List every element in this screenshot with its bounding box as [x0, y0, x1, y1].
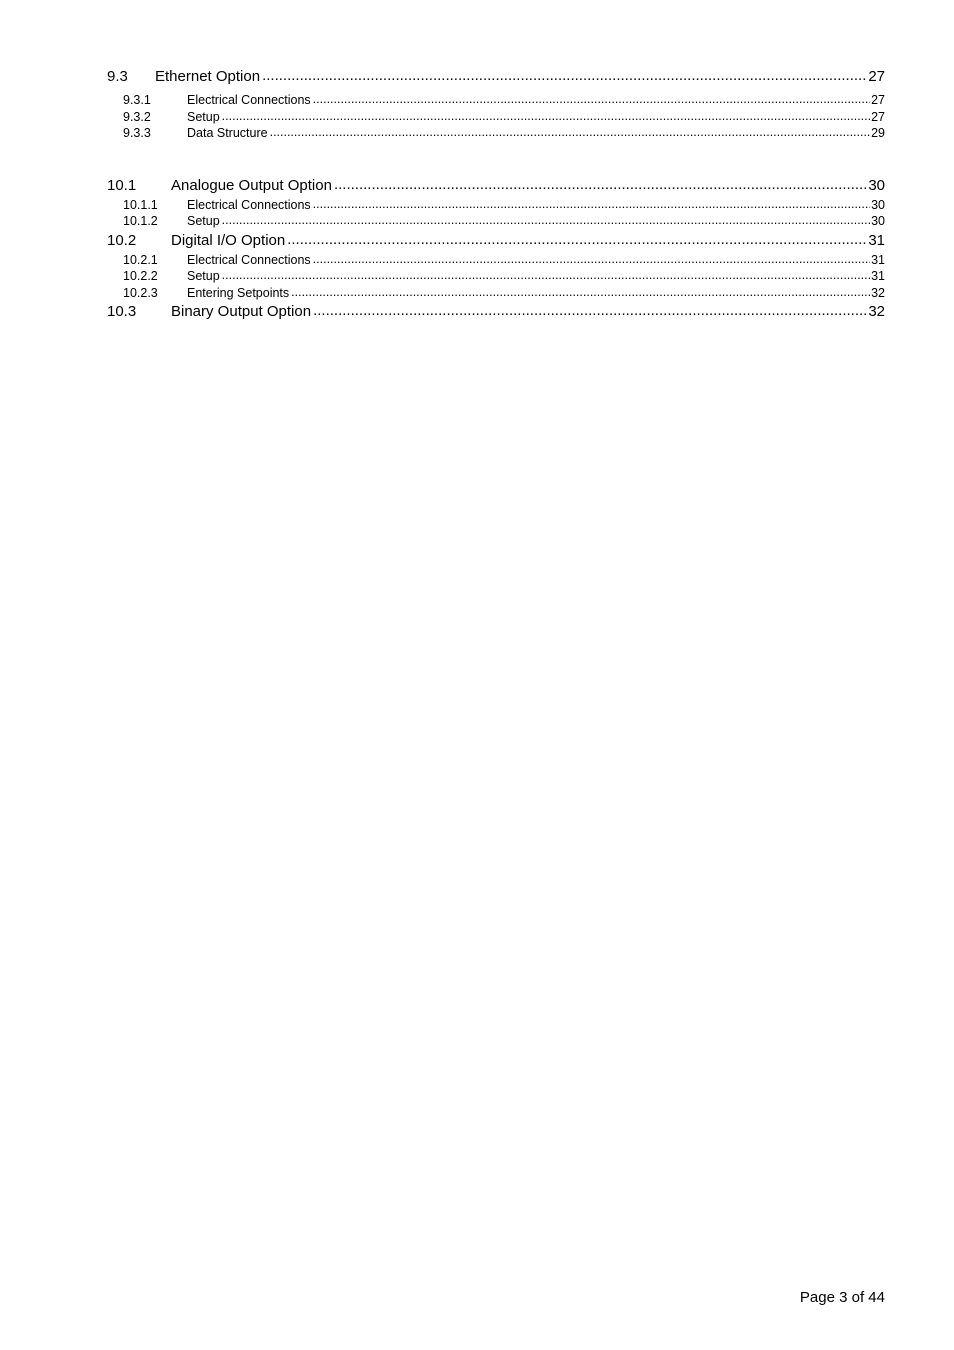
toc-title: Setup: [187, 109, 220, 124]
toc-page-number: 32: [868, 303, 885, 320]
toc-dot-leader: [287, 229, 867, 251]
toc-dot-leader: [222, 108, 870, 125]
toc-title: Electrical Connections: [187, 93, 311, 107]
toc-title: Binary Output Option: [171, 303, 312, 320]
toc-number: 10.1.2: [123, 214, 158, 228]
toc-dot-leader: [313, 91, 870, 108]
toc-entry-10-2[interactable]: [107, 230, 885, 252]
toc-title: Analogue Output Option: [171, 176, 332, 194]
toc-dot-leader: [270, 124, 871, 141]
toc-number: 10.3: [107, 303, 137, 320]
toc-title: Setup: [187, 214, 220, 228]
toc-entry-9-3-3[interactable]: [107, 125, 885, 142]
toc-entry-10-1[interactable]: [107, 175, 885, 197]
toc-page-number: 29: [871, 126, 885, 140]
toc-dot-leader: [334, 174, 867, 196]
toc-title: Ethernet Option: [155, 68, 261, 85]
toc-entry-10-3[interactable]: [107, 301, 885, 323]
toc-title: Electrical Connections: [187, 252, 311, 267]
toc-page-number: 30: [868, 176, 885, 194]
toc-title: Entering Setpoints: [187, 285, 290, 300]
toc-number: 10.2.3: [123, 285, 158, 300]
toc-title: Setup: [187, 269, 220, 283]
toc-title: Digital I/O Option: [171, 231, 286, 249]
toc-number: 9.3.3: [123, 126, 151, 140]
toc-entry-10-2-3[interactable]: [107, 285, 885, 302]
toc-page-number: 30: [871, 197, 885, 212]
toc-number: 10.2.2: [123, 269, 158, 283]
toc-number: 10.1: [107, 176, 137, 194]
toc-entry-10-1-2[interactable]: [107, 213, 885, 230]
toc-dot-leader: [313, 300, 867, 322]
toc-dot-leader: [222, 212, 870, 229]
toc-entry-9-3-2[interactable]: [107, 109, 885, 126]
toc-number: 10.1.1: [123, 197, 158, 212]
toc-number: 9.3: [107, 68, 128, 85]
toc-page-number: 27: [871, 93, 885, 107]
toc-number: 10.2: [107, 231, 137, 249]
toc-entry-10-1-1[interactable]: [107, 197, 885, 214]
toc-dot-leader: [262, 65, 867, 87]
toc-dot-leader: [291, 284, 870, 301]
table-of-contents: [107, 66, 885, 323]
toc-entry-10-2-1[interactable]: [107, 252, 885, 269]
toc-number: 9.3.1: [123, 93, 151, 107]
toc-page-number: 30: [871, 214, 885, 228]
toc-entry-9-3[interactable]: [107, 66, 885, 88]
toc-dot-leader: [313, 196, 870, 213]
toc-title: Data Structure: [187, 126, 268, 140]
toc-page-number: 32: [871, 285, 885, 300]
toc-entry-9-3-1[interactable]: [107, 92, 885, 109]
toc-page-number: 27: [868, 68, 885, 85]
toc-page-number: 27: [871, 109, 885, 124]
page-footer-number: Page 3 of 44: [799, 1289, 885, 1306]
toc-page-number: 31: [868, 231, 885, 249]
toc-dot-leader: [222, 267, 870, 284]
toc-title: Electrical Connections: [187, 197, 311, 212]
toc-entry-10-2-2[interactable]: [107, 268, 885, 285]
toc-number: 10.2.1: [123, 252, 158, 267]
toc-dot-leader: [313, 251, 870, 268]
toc-page-number: 31: [871, 269, 885, 283]
toc-page-number: 31: [871, 252, 885, 267]
toc-number: 9.3.2: [123, 109, 151, 124]
